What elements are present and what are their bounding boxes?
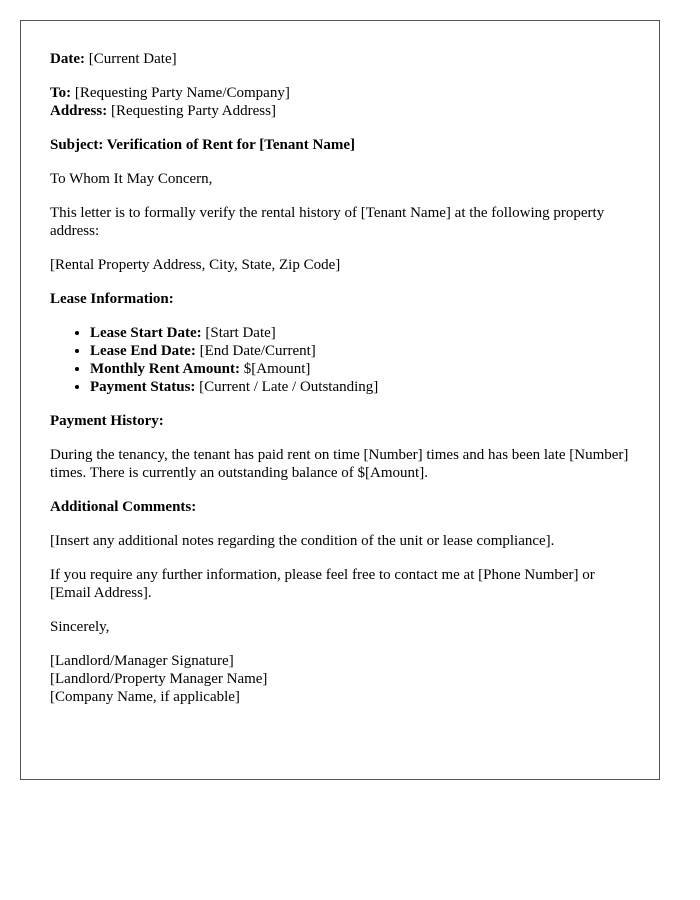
list-item [90, 360, 630, 378]
list-item [90, 378, 630, 396]
subject-text: Subject: Verification of Rent for [Tenant Name] [50, 137, 355, 153]
date-label: Date: [50, 51, 85, 67]
address-label: Address: [50, 103, 108, 119]
payment-history-paragraph: During the tenancy, the tenant has paid rent on time [Number] times and has been late [Number] times. There is currently an outstanding balance of $[Amount]. [50, 447, 629, 481]
payment-status-label: Payment Status: [90, 379, 196, 395]
date-value: [Current Date] [88, 51, 177, 67]
additional-comments-heading [50, 498, 630, 516]
to-line [50, 84, 630, 102]
payment-status-value: [Current / Late / Outstanding] [199, 379, 379, 395]
lease-heading-text: Lease Information: [50, 291, 174, 307]
signature-line: [Landlord/Manager Signature] [50, 653, 234, 669]
recipient-block [50, 84, 630, 120]
lease-end-value: [End Date/Current] [199, 343, 316, 359]
additional-comments-paragraph: [Insert any additional notes regarding the condition of the unit or lease compliance]. [50, 533, 555, 549]
list-item [90, 342, 630, 360]
address-value: [Requesting Party Address] [110, 103, 276, 119]
subject-line [50, 136, 630, 154]
lease-info-list [50, 324, 630, 396]
to-label: To: [50, 85, 72, 101]
lease-start-label: Lease Start Date: [90, 325, 202, 341]
date-line [50, 50, 630, 68]
additional-comments-heading-text: Additional Comments: [50, 499, 197, 515]
property-address: [Rental Property Address, City, State, Zip Code] [50, 257, 341, 273]
signature-block [50, 652, 630, 706]
letter-document [20, 20, 660, 780]
list-item [90, 324, 630, 342]
lease-heading [50, 290, 630, 308]
closing: Sincerely, [50, 619, 110, 635]
address-line [50, 102, 630, 120]
lease-start-value: [Start Date] [205, 325, 276, 341]
lease-end-label: Lease End Date: [90, 343, 196, 359]
contact-paragraph: If you require any further information, please feel free to contact me at [Phone Number] or [Email Address]. [50, 567, 595, 601]
to-value: [Requesting Party Name/Company] [74, 85, 290, 101]
company-name-line: [Company Name, if applicable] [50, 689, 240, 705]
salutation: To Whom It May Concern, [50, 171, 213, 187]
manager-name-line: [Landlord/Property Manager Name] [50, 671, 268, 687]
payment-history-heading-text: Payment History: [50, 413, 164, 429]
monthly-rent-label: Monthly Rent Amount: [90, 361, 241, 377]
intro-paragraph: This letter is to formally verify the rental history of [Tenant Name] at the following property address: [50, 205, 605, 239]
monthly-rent-value: $[Amount] [243, 361, 311, 377]
payment-history-heading [50, 412, 630, 430]
